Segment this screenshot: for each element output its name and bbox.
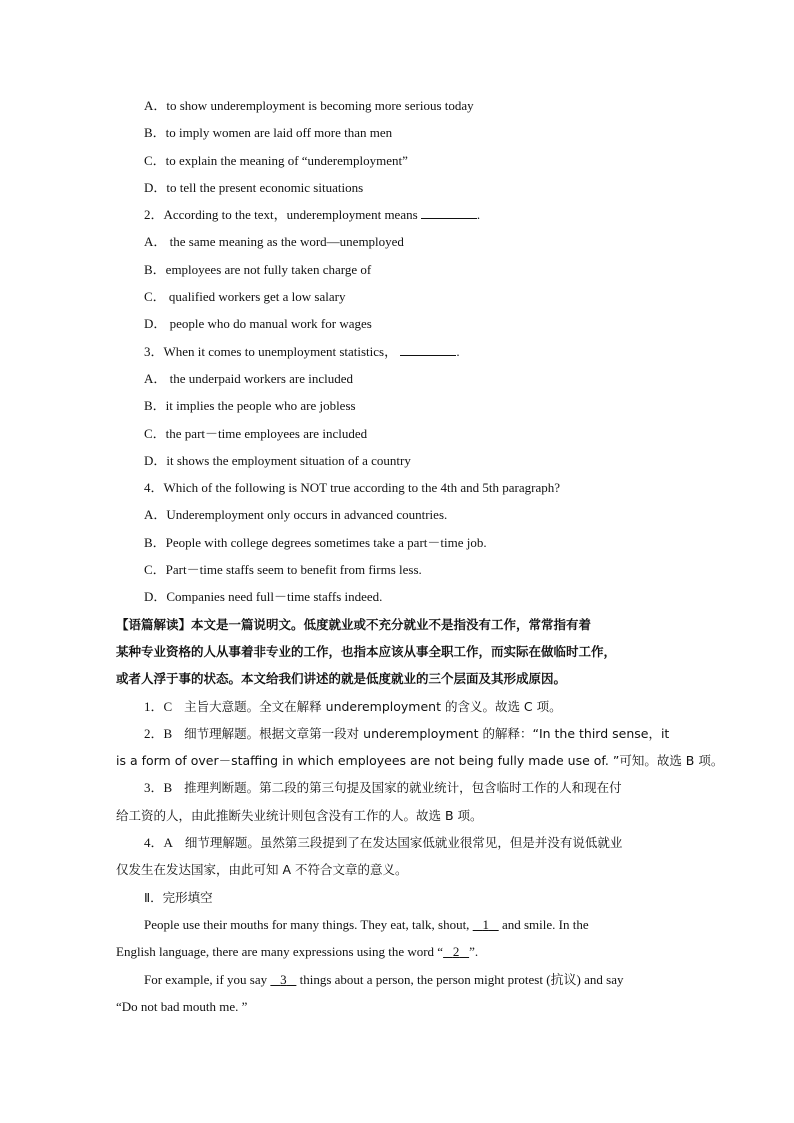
q4-option-b: B．People with college degrees sometimes take a part－time job.: [144, 534, 487, 550]
cloze-blank-2: [443, 944, 469, 959]
cloze-text: things about a person, the person might protest (抗议) and say: [299, 971, 624, 987]
q3-stem: [116, 338, 678, 365]
q3-option-c: C．the part－time employees are included: [144, 425, 368, 441]
cloze-text: and smile. In the: [501, 916, 589, 932]
q3-stem-end: .: [456, 343, 460, 359]
cloze-blank-3: [270, 972, 296, 987]
answer-4: [116, 829, 678, 856]
answer-blank: [400, 355, 456, 356]
q3-option-b: B．it implies the people who are jobless: [144, 398, 356, 414]
answer-1: [116, 693, 678, 720]
q2-option-a: A． the same meaning as the word—unemployed: [144, 234, 404, 250]
q4-option-d: D．Companies need full－time staffs indeed.: [144, 589, 383, 605]
q3-option-d: D．it shows the employment situation of a country: [144, 452, 411, 468]
answer-3-explanation-line-2: 给工资的人，由此推断失业统计则包含没有工作的人。故选 B 项。: [116, 807, 483, 823]
cloze-blank-3-number: 3: [280, 971, 287, 987]
cloze-blank-1: [473, 917, 499, 932]
passage-analysis-line-2: 某种专业资格的人从事着非专业的工作，也指本应该从事全职工作，而实际在做临时工作，: [116, 643, 617, 659]
cloze-paragraph-2-line-1: [116, 966, 678, 993]
q2-option-d: D． people who do manual work for wages: [144, 316, 372, 332]
q1-option-d: D．to tell the present economic situations: [144, 179, 364, 195]
q1-option-c: C．to explain the meaning of “underemployment”: [144, 152, 408, 168]
q4-option-c: C．Part－time staffs seem to benefit from firms less.: [144, 562, 422, 578]
q1-option-a: A．to show underemployment is becoming more serious today: [144, 98, 474, 113]
cloze-text: ”.: [469, 944, 479, 960]
cloze-text: People use their mouths for many things. They eat, talk, shout,: [144, 916, 470, 932]
answer-2-explanation-line-1: 细节理解题。根据文章第一段对 underemployment 的解释：“In the third sense，it: [184, 725, 670, 741]
answer-2-number: 2．B: [144, 725, 173, 741]
cloze-paragraph-1-line-1: [116, 911, 678, 938]
q4-option-a: A．Underemployment only occurs in advanced countries.: [144, 507, 448, 523]
answer-1-number: 1．C: [144, 698, 173, 714]
answer-1-explanation: 主旨大意题。全文在解释 underemployment 的含义。故选 C 项。: [184, 698, 562, 714]
q2-stem-text: 2．According to the text，underemployment means: [144, 207, 418, 223]
answer-2-explanation-line-2: is a form of over－staffing in which employees are not being fully made use of. ”可知。故选 B 项。: [116, 753, 724, 769]
answer-4-explanation-line-2: 仅发生在发达国家，由此可知 A 不符合文章的意义。: [116, 862, 408, 878]
answer-3-number: 3．B: [144, 780, 173, 796]
section-heading-cloze: Ⅱ．完形填空: [144, 889, 213, 905]
q4-stem: 4．Which of the following is NOT true according to the 4th and 5th paragraph?: [144, 480, 561, 496]
cloze-blank-1-number: 1: [482, 916, 489, 932]
q3-option-a: A． the underpaid workers are included: [144, 370, 354, 386]
cloze-blank-2-number: 2: [452, 944, 460, 960]
answer-3: [116, 774, 678, 801]
cloze-paragraph-2-line-2: “Do not bad mouth me. ”: [116, 998, 248, 1014]
q2-stem: [116, 201, 678, 228]
q2-option-c: C． qualified workers get a low salary: [144, 289, 346, 305]
cloze-text: For example, if you say: [144, 971, 268, 987]
cloze-text: English language, there are many expressions using the word “: [116, 944, 444, 960]
cloze-paragraph-1-line-2: [116, 938, 678, 965]
answer-3-explanation-line-1: 推理判断题。第二段的第三句提及国家的就业统计，包含临时工作的人和现在付: [184, 780, 622, 796]
answer-4-explanation-line-1: 细节理解题。虽然第三段提到了在发达国家低就业很常见，但是并没有说低就业: [184, 835, 623, 851]
answer-4-number: 4．A: [144, 835, 173, 851]
q3-stem-text: 3．When it comes to unemployment statistics，: [144, 343, 398, 359]
passage-analysis-line-3: 或者人浮于事的状态。本文给我们讲述的就是低度就业的三个层面及其形成原因。: [116, 671, 567, 687]
q1-option-b: B．to imply women are laid off more than men: [144, 125, 393, 141]
q2-option-b: B．employees are not fully taken charge of: [144, 261, 372, 277]
passage-analysis-line-1: 【语篇解读】本文是一篇说明文。低度就业或不充分就业不是指没有工作，常常指有着: [116, 616, 592, 632]
document-body: [116, 92, 724, 1020]
answer-blank: [421, 218, 477, 219]
answer-2: [116, 720, 678, 747]
q2-stem-end: .: [476, 207, 481, 223]
